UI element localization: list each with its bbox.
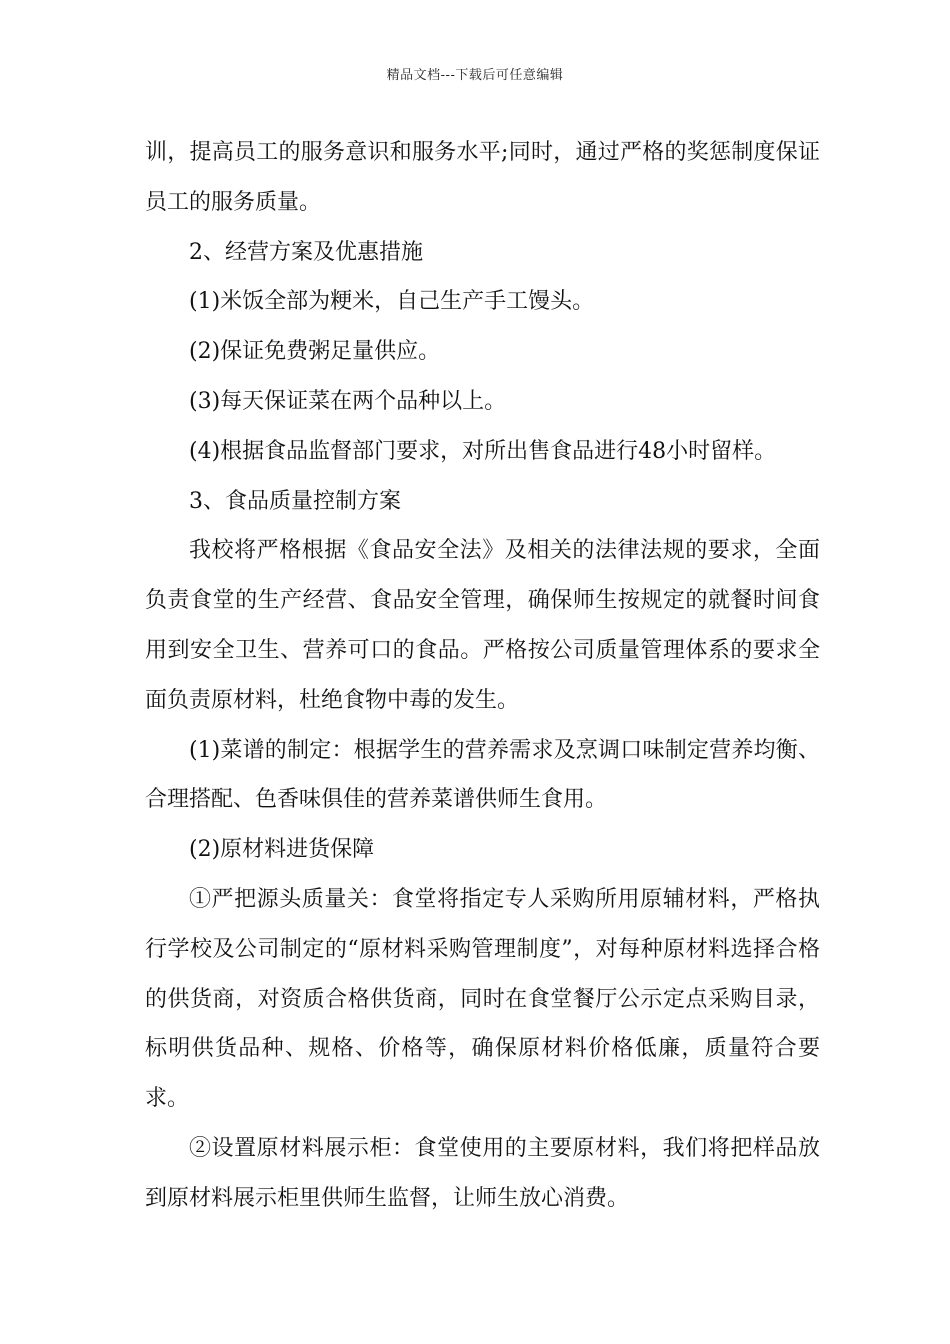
paragraph-1: 训，提高员工的服务意识和服务水平;同时，通过严格的奖惩制度保证员工的服务质量。 [145, 140, 820, 215]
paragraph-3: (1)米饭全部为粳米，自己生产手工馒头。 [189, 289, 595, 315]
paragraph-4: (2)保证免费粥足量供应。 [189, 339, 441, 365]
paragraph-7: 3、食品质量控制方案 [189, 488, 401, 514]
paragraph-6: (4)根据食品监督部门要求，对所出售食品进行48小时留样。 [189, 438, 777, 464]
paragraph-10: (2)原材料进货保障 [189, 837, 375, 863]
page-header: 精品文档---下载后可任意编辑 [386, 68, 564, 83]
paragraph-2: 2、经营方案及优惠措施 [189, 239, 423, 265]
paragraph-12: ②设置原材料展示柜：食堂使用的主要原材料，我们将把样品放到原材料展示柜里供师生监督，让师生放心消费。 [145, 1135, 820, 1211]
paragraph-9: (1)菜谱的制定：根据学生的营养需求及烹调口味制定营养均衡、合理搭配、色香味俱佳的营养菜谱供师生食用。 [145, 737, 820, 813]
paragraph-11: ①严把源头质量关：食堂将指定专人采购所用原辅材料，严格执行学校及公司制定的“原材料采购管理制度”，对每种原材料选择合格的供货商，对资质合格供货商，同时在食堂餐厅公示定点采购目录，标明供货品种、规格、价格等，确保原材料价格低廉，质量符合要求。 [145, 886, 820, 1112]
document-body [145, 128, 820, 1224]
paragraph-8: 我校将严格根据《食品安全法》及相关的法律法规的要求，全面负责食堂的生产经营、食品安全管理，确保师生按规定的就餐时间食用到安全卫生、营养可口的食品。严格按公司质量管理体系的要求全面负责原材料，杜绝食物中毒的发生。 [145, 538, 820, 713]
paragraph-5: (3)每天保证菜在两个品种以上。 [189, 388, 507, 414]
